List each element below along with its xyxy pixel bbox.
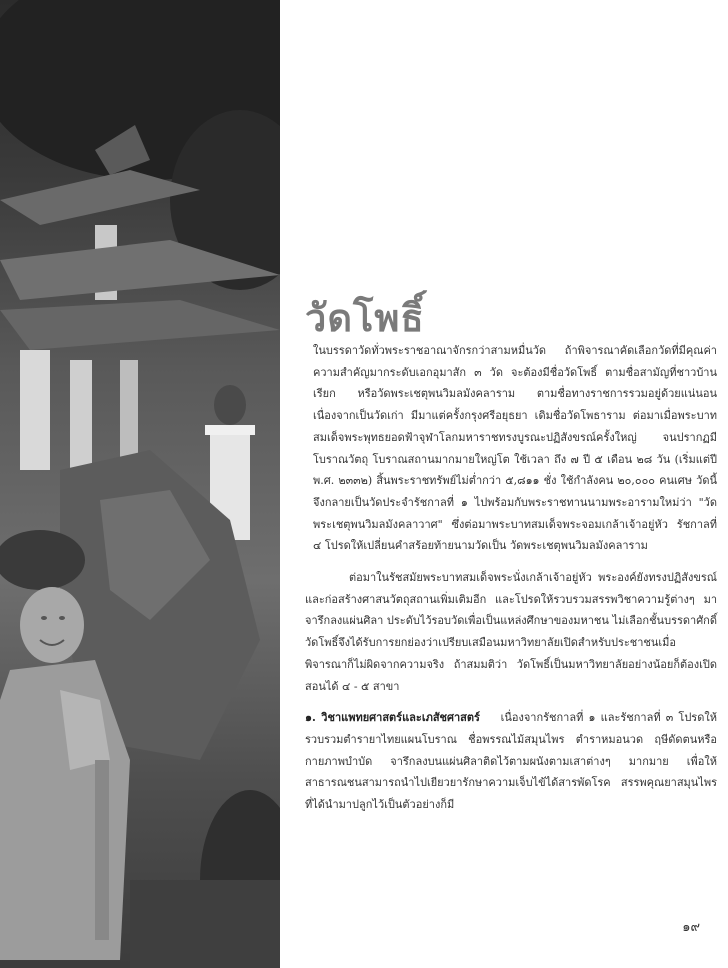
- paragraph-3: [305, 707, 717, 816]
- temple-photo: [0, 0, 280, 968]
- temple-illustration: [0, 0, 280, 968]
- pavilion-column: [20, 350, 50, 470]
- article-title: วัดโพธิ์: [305, 295, 425, 340]
- paragraph-1-text: ในบรรดาวัดทั่วพระราชอาณาจักรกว่าสามหมื่นวัด ถ้าพิจารณาคัดเลือกวัดที่มีคุณค่าความสำคัญมากระดับเอกอุมาสัก ๓ วัด จะต้องมีชื่อวัดโพธิ์ ตามชื่อสามัญที่ชาวบ้านเรียก หรือวัดพระเชตุพนวิมลมังคลาราม ตามชื่อทางราชการรวมอยู่ด้วยแน่นอน เนื่องจากเป็นวัดเก่า มีมาแต่ครั้งกรุงศรีอยุธยา เดิมชื่อวัดโพธาราม ต่อมาเมื่อพระบาทสมเด็จพระพุทธยอดฟ้าจุฬาโลกมหาราชทรงบูรณะปฏิสังขรณ์ครั้งใหญ่ จนปรากฏมีโบราณวัตถุ โบราณสถานมากมายใหญ่โต ใช้เวลา ถึง ๗ ปี ๕ เดือน ๒๘ วัน (เริ่มแต่ปี พ.ศ. ๒๓๓๒) สิ้นพระราชทรัพย์ไม่ต่ำกว่า ๕,๘๑๑ ชั่ง ใช้กำลังคน ๒๐,๐๐๐ คนเศษ วัดนี้จึงกลายเป็นวัดประจำรัชกาลที่ ๑ ไปพร้อมกับพระราชทานนามพระอารามใหม่ว่า "วัดพระเชตุพนวิมลมังคลาวาศ" ซึ่งต่อมาพระบาทสมเด็จพระจอมเกล้าเจ้าอยู่หัว รัชกาลที่ ๔ โปรดให้เปลี่ยนคำสร้อยท้ายนามวัดเป็น วัดพระเชตุพนวิมลมังคลาราม: [313, 344, 717, 553]
- article-text-column: [305, 295, 717, 816]
- intro-paragraph: [305, 296, 717, 557]
- page-number: ๑๙: [682, 920, 700, 935]
- paragraph-2: ต่อมาในรัชสมัยพระบาทสมเด็จพระนั่งเกล้าเจ้าอยู่หัว พระองค์ยังทรงปฏิสังขรณ์และก่อสร้างศาสนวัตถุสถานเพิ่มเติมอีก และโปรดให้รวบรวมสรรพวิชาความรู้ต่างๆ มาจารึกลงแผ่นศิลา ประดับไว้รอบวัดเพื่อเป็นแหล่งศึกษาของมหาชน ไม่เลือกชั้นบรรดาศักดิ์ วัดโพธิ์จึงได้รับการยกย่องว่าเปรียบเสมือนมหาวิทยาลัยเปิดสำหรับประชาชนเมื่อพิจารณาก็ไม่ผิดจากความจริง ถ้าสมมติว่า วัดโพธิ์เป็นมหาวิทยาลัยอย่างน้อยก็ต้องเปิดสอนได้ ๔ - ๕ สาขา: [305, 571, 717, 693]
- section-heading: ๑. วิชาแพทยศาสตร์และเภสัชศาสตร์: [305, 711, 480, 725]
- paragraph-3-text: เนื่องจากรัชกาลที่ ๑ และรัชกาลที่ ๓ โปรดให้รวบรวมตำรายาไทยแผนโบราณ ชื่อพรรณไม้สมุนไพร ตำราหมอนวด ฤษีดัดตนหรือกายภาพบำบัด จารึกลงบนแผ่นศิลาติดไว้ตามผนังตามเสาต่างๆ มากมาย เพื่อให้สาธารณชนสามารถนำไปเยียวยารักษาความเจ็บไข้ได้สารพัดโรค สรรพคุณยาสมุนไพรที่ได้นำมาปลูกไว้เป็นตัวอย่างก็มี: [305, 711, 717, 812]
